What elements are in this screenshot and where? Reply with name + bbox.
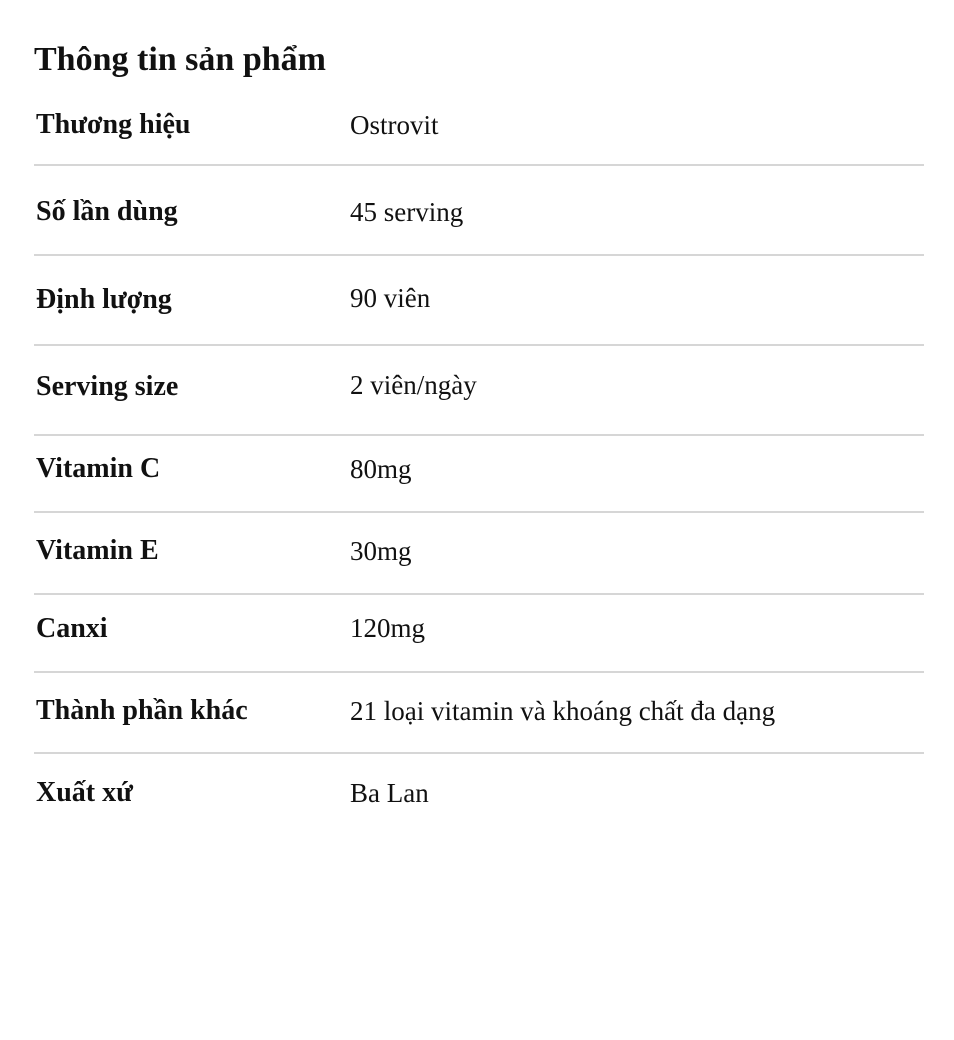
- row-divider: [34, 671, 924, 673]
- row-value: 2 viên/ngày: [350, 370, 477, 400]
- row-label: Serving size: [36, 371, 179, 402]
- row-divider: [34, 344, 924, 346]
- row-label: Canxi: [36, 613, 108, 644]
- row-value: Ba Lan: [350, 778, 429, 808]
- row-divider: [34, 511, 924, 513]
- row-label: Xuất xứ: [36, 777, 133, 808]
- row-value: 120mg: [350, 613, 426, 643]
- row-value: Ostrovit: [350, 110, 439, 140]
- row-value: 80mg: [350, 454, 412, 484]
- row-value: 21 loại vitamin và khoáng chất đa dạng: [350, 696, 776, 726]
- row-value: 45 serving: [350, 197, 464, 227]
- page-title: Thông tin sản phẩm: [34, 41, 326, 78]
- row-divider: [34, 593, 924, 595]
- row-label: Vitamin E: [36, 535, 159, 566]
- row-divider: [34, 254, 924, 256]
- row-label: Số lần dùng: [36, 196, 178, 227]
- row-divider: [34, 434, 924, 436]
- row-label: Thành phần khác: [36, 695, 248, 726]
- row-label: Vitamin C: [36, 453, 161, 484]
- row-divider: [34, 164, 924, 166]
- row-label: Định lượng: [36, 284, 172, 315]
- row-value: 30mg: [350, 536, 412, 566]
- row-label: Thương hiệu: [36, 109, 191, 140]
- row-value: 90 viên: [350, 283, 431, 313]
- row-divider: [34, 752, 924, 754]
